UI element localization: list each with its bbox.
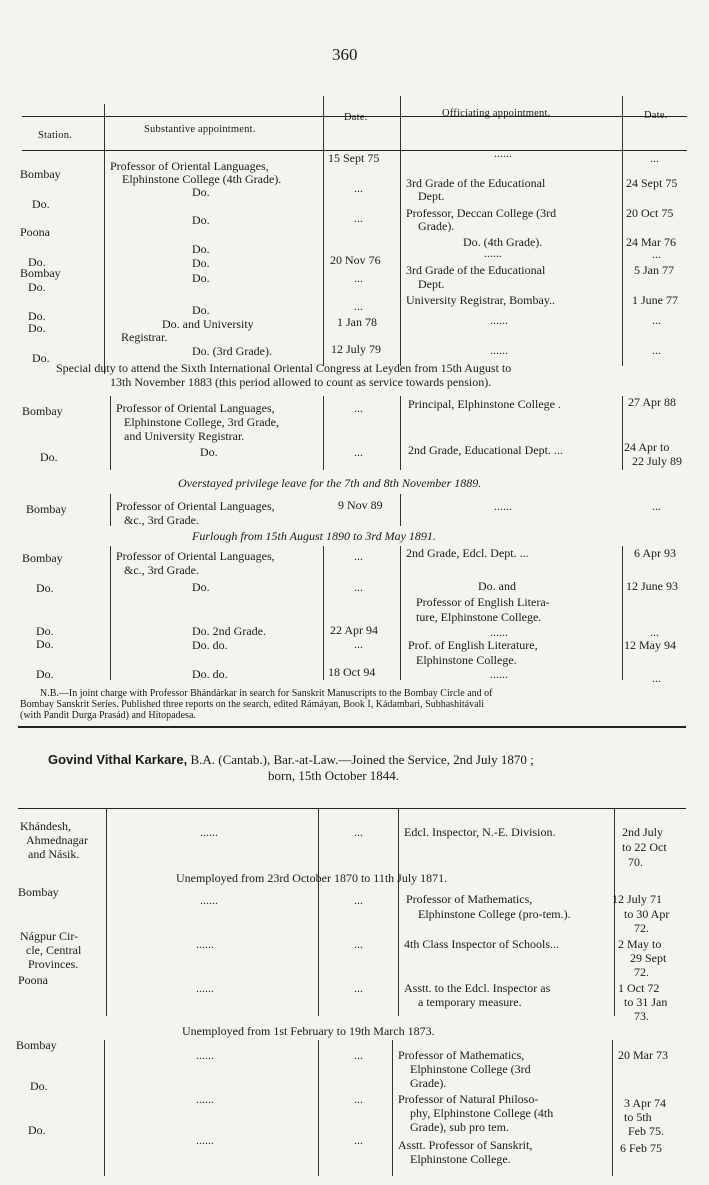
- date-cell: 9 Nov 89: [338, 498, 383, 512]
- station-cell: Bombay: [22, 551, 63, 565]
- officiating-cell: Principal, Elphinstone College .: [408, 397, 561, 411]
- col-divider: [400, 494, 401, 526]
- header-substantive: Substantive appointment.: [144, 124, 256, 135]
- date-cell: 12 July 79: [331, 342, 382, 356]
- substantive-cell: Do.: [200, 445, 218, 459]
- col-divider: [400, 546, 401, 680]
- table-top-rule: [18, 808, 686, 809]
- substantive-cell: Do.: [192, 271, 210, 285]
- officiating-cell: 4th Class Inspector of Schools...: [404, 937, 559, 951]
- unemployed-note: Unemployed from 23rd October 1870 to 11th July 1871.: [176, 871, 448, 885]
- officiating-cell: Asstt. Professor of Sanskrit,: [398, 1138, 533, 1152]
- substantive-cell: Registrar.: [121, 330, 168, 344]
- col-divider: [323, 396, 324, 470]
- date-cell: ...: [354, 271, 363, 285]
- station-cell: Nágpur Cir-: [20, 929, 79, 943]
- date-cell: 29 Sept: [630, 951, 667, 965]
- date-cell: ...: [354, 181, 363, 195]
- station-cell: Bombay: [18, 885, 59, 899]
- date-cell: 1 Oct 72: [618, 981, 660, 995]
- date-cell: ...: [354, 549, 363, 563]
- officiating-cell: 3rd Grade of the Educational: [406, 176, 546, 190]
- person-name: Govind Vithal Karkare,: [48, 752, 188, 767]
- date-cell: 24 Sept 75: [626, 176, 678, 190]
- col-divider: [622, 96, 623, 366]
- station-cell: Poona: [18, 973, 48, 987]
- date-cell: 6 Feb 75: [620, 1141, 662, 1155]
- station-cell: Bombay: [20, 266, 61, 280]
- station-cell: Do.: [28, 321, 46, 335]
- page-number: 360: [332, 45, 358, 64]
- col-divider: [104, 1040, 105, 1176]
- date-cell: 22 Apr 94: [330, 623, 378, 637]
- station-cell: Do.: [28, 1123, 46, 1137]
- station-cell: Poona: [20, 225, 50, 239]
- overstayed-note: Overstayed privilege leave for the 7th and 8th November 1889.: [178, 476, 482, 490]
- officiating-cell: Elphinstone College.: [416, 653, 517, 667]
- substantive-cell: Elphinstone College, 3rd Grade,: [124, 415, 279, 429]
- col-divider: [323, 546, 324, 680]
- date-cell: ...: [652, 247, 661, 261]
- date-cell: ...: [354, 211, 363, 225]
- date-cell: 20 Mar 73: [618, 1048, 668, 1062]
- substantive-cell: ......: [200, 825, 218, 839]
- substantive-cell: &c., 3rd Grade.: [124, 513, 199, 527]
- col-divider: [398, 808, 399, 900]
- date-cell: ...: [354, 981, 363, 995]
- officiating-cell: Do. (4th Grade).: [463, 235, 543, 249]
- col-divider: [110, 494, 111, 526]
- officiating-cell: ......: [490, 625, 508, 639]
- col-divider: [622, 546, 623, 680]
- substantive-cell: Do. do.: [192, 667, 228, 681]
- date-cell: 72.: [634, 965, 649, 979]
- station-cell: and Násik.: [28, 847, 80, 861]
- officiating-cell: Elphinstone College (3rd: [410, 1062, 531, 1076]
- officiating-cell: Dept.: [418, 189, 445, 203]
- date-cell: 20 Nov 76: [330, 253, 381, 267]
- date-cell: 24 Apr to: [624, 440, 670, 454]
- station-cell: Do.: [28, 255, 46, 269]
- station-cell: Do.: [36, 624, 54, 638]
- date-cell: ...: [354, 893, 363, 907]
- date-cell: to 30 Apr: [624, 907, 670, 921]
- officiating-cell: Prof. of English Literature,: [408, 638, 538, 652]
- date-cell: ...: [354, 445, 363, 459]
- date-cell: 18 Oct 94: [328, 665, 376, 679]
- date-cell: to 5th: [624, 1110, 652, 1124]
- substantive-cell: ......: [196, 1092, 214, 1106]
- col-divider: [318, 1040, 319, 1176]
- date-cell: 12 May 94: [624, 638, 676, 652]
- substantive-cell: Do. do.: [192, 638, 228, 652]
- station-cell: Ahmednagar: [26, 833, 88, 847]
- station-cell: Khándesh,: [20, 819, 71, 833]
- station-cell: Do.: [28, 309, 46, 323]
- col-divider: [318, 888, 319, 1016]
- officiating-cell: Elphinstone College.: [410, 1152, 511, 1166]
- col-divider: [110, 546, 111, 680]
- date-cell: 70.: [628, 855, 643, 869]
- station-cell: Do.: [40, 450, 58, 464]
- date-cell: 5 Jan 77: [634, 263, 674, 277]
- substantive-cell: Do.: [192, 303, 210, 317]
- substantive-cell: Do.: [192, 213, 210, 227]
- substantive-cell: Professor of Oriental Languages,: [110, 159, 269, 173]
- date-cell: ...: [354, 637, 363, 651]
- col-divider: [612, 1040, 613, 1176]
- substantive-cell: Do. 2nd Grade.: [192, 624, 266, 638]
- header-station: Station.: [38, 130, 72, 141]
- station-cell: Do.: [28, 280, 46, 294]
- station-cell: Do.: [32, 197, 50, 211]
- date-cell: 1 June 77: [632, 293, 678, 307]
- officiating-cell: Professor of Mathematics,: [406, 892, 533, 906]
- substantive-cell: Do.: [192, 242, 210, 256]
- section-divider: [18, 726, 686, 728]
- officiating-cell: Professor of English Litera-: [416, 595, 550, 609]
- date-cell: ...: [652, 671, 661, 685]
- nb-note: N.B.—In joint charge with Professor Bhándárkar in search for Sanskrit Manuscripts to the Bombay Circle and of: [40, 688, 493, 699]
- date-cell: 22 July 89: [632, 454, 683, 468]
- date-cell: 73.: [634, 1009, 649, 1023]
- officiating-cell: ......: [494, 146, 512, 160]
- date-cell: ...: [354, 1133, 363, 1147]
- substantive-cell: ......: [196, 1133, 214, 1147]
- date-cell: ...: [354, 825, 363, 839]
- substantive-cell: Do.: [192, 185, 210, 199]
- col-divider: [400, 96, 401, 366]
- officiating-cell: Elphinstone College (pro-tem.).: [418, 907, 571, 921]
- col-divider: [398, 888, 399, 1016]
- date-cell: Feb 75.: [628, 1124, 664, 1138]
- station-cell: Do.: [32, 351, 50, 365]
- date-cell: 2 May to: [618, 937, 662, 951]
- date-cell: to 31 Jan: [624, 995, 668, 1009]
- substantive-cell: Elphinstone College (4th Grade).: [122, 172, 282, 186]
- nb-note: Bombay Sanskrit Series. Published three reports on the search, edited Rámáyan, Book I, Kádambari, Subhashitávali: [20, 699, 485, 710]
- substantive-cell: ......: [196, 1048, 214, 1062]
- col-divider: [323, 96, 324, 366]
- station-cell: Do.: [36, 581, 54, 595]
- date-cell: ...: [354, 401, 363, 415]
- officiating-cell: 2nd Grade, Edcl. Dept. ...: [406, 546, 529, 560]
- date-cell: ...: [354, 1092, 363, 1106]
- col-divider: [318, 808, 319, 900]
- substantive-cell: &c., 3rd Grade.: [124, 563, 199, 577]
- substantive-cell: Do. (3rd Grade).: [192, 344, 272, 358]
- officiating-cell: ......: [484, 246, 502, 260]
- station-cell: Bombay: [20, 167, 61, 181]
- date-cell: ...: [354, 299, 363, 313]
- officiating-cell: phy, Elphinstone College (4th: [410, 1106, 554, 1120]
- officiating-cell: ......: [490, 343, 508, 357]
- date-cell: ...: [650, 151, 659, 165]
- col-divider: [614, 888, 615, 1016]
- substantive-cell: Do.: [192, 580, 210, 594]
- col-divider: [614, 808, 615, 900]
- officiating-cell: Do. and: [478, 579, 516, 593]
- date-cell: 20 Oct 75: [626, 206, 674, 220]
- substantive-cell: and University Registrar.: [124, 429, 245, 443]
- col-divider: [622, 396, 623, 470]
- substantive-cell: ......: [196, 981, 214, 995]
- col-divider: [110, 396, 111, 470]
- officiating-cell: Grade).: [418, 219, 455, 233]
- furlough-note: Furlough from 15th August 1890 to 3rd May 1891.: [192, 529, 436, 543]
- date-cell: 24 Mar 76: [626, 235, 676, 249]
- officiating-cell: ture, Elphinstone College.: [416, 610, 542, 624]
- station-cell: Bombay: [22, 404, 63, 418]
- station-cell: Bombay: [16, 1038, 57, 1052]
- header-date-1: Date.: [344, 112, 368, 123]
- unemployed-note: Unemployed from 1st February to 19th March 1873.: [182, 1024, 435, 1038]
- officiating-cell: Professor of Natural Philoso-: [398, 1092, 539, 1106]
- station-cell: Do.: [30, 1079, 48, 1093]
- date-cell: ...: [354, 1048, 363, 1062]
- officiating-cell: ......: [490, 667, 508, 681]
- header-officiating: Officiating appointment.: [442, 108, 551, 119]
- officiating-cell: Grade).: [410, 1076, 447, 1090]
- date-cell: ...: [652, 343, 661, 357]
- substantive-cell: Do. and University: [162, 317, 254, 331]
- header-date-2: Date.: [644, 110, 668, 121]
- officiating-cell: Edcl. Inspector, N.-E. Division.: [404, 825, 556, 839]
- substantive-cell: ......: [196, 937, 214, 951]
- officiating-cell: Dept.: [418, 277, 445, 291]
- officiating-cell: Asstt. to the Edcl. Inspector as: [404, 981, 551, 995]
- substantive-cell: ......: [200, 893, 218, 907]
- date-cell: 6 Apr 93: [634, 546, 676, 560]
- date-cell: 12 July 71: [612, 892, 663, 906]
- officiating-cell: 2nd Grade, Educational Dept. ...: [408, 443, 563, 457]
- date-cell: ...: [652, 499, 661, 513]
- date-cell: 15 Sept 75: [328, 151, 380, 165]
- col-divider: [400, 396, 401, 470]
- date-cell: 3 Apr 74: [624, 1096, 666, 1110]
- col-divider: [104, 104, 105, 374]
- date-cell: ...: [650, 625, 659, 639]
- officiating-cell: Professor, Deccan College (3rd: [406, 206, 557, 220]
- date-cell: 2nd July: [622, 825, 664, 839]
- officiating-cell: University Registrar, Bombay..: [406, 293, 556, 307]
- special-duty-note: Special duty to attend the Sixth International Oriental Congress at Leyden from 15th August to: [56, 361, 512, 375]
- substantive-cell: Professor of Oriental Languages,: [116, 549, 275, 563]
- date-cell: 72.: [634, 921, 649, 935]
- col-divider: [392, 1040, 393, 1176]
- officiating-cell: a temporary measure.: [418, 995, 522, 1009]
- officiating-cell: 3rd Grade of the Educational: [406, 263, 546, 277]
- date-cell: 1 Jan 78: [337, 315, 377, 329]
- station-cell: Do.: [36, 667, 54, 681]
- officiating-cell: ......: [490, 313, 508, 327]
- substantive-cell: Professor of Oriental Languages,: [116, 401, 275, 415]
- date-cell: ...: [652, 313, 661, 327]
- col-divider: [106, 808, 107, 900]
- col-divider: [106, 888, 107, 1016]
- station-cell: Bombay: [26, 502, 67, 516]
- person-heading: [48, 752, 534, 768]
- station-cell: cle, Central: [26, 943, 82, 957]
- person-born: born, 15th October 1844.: [268, 768, 400, 783]
- substantive-cell: Do.: [192, 256, 210, 270]
- officiating-cell: Professor of Mathematics,: [398, 1048, 525, 1062]
- date-cell: ...: [354, 580, 363, 594]
- substantive-cell: Professor of Oriental Languages,: [116, 499, 275, 513]
- station-cell: Provinces.: [28, 957, 79, 971]
- date-cell: 27 Apr 88: [628, 395, 676, 409]
- officiating-cell: ......: [494, 499, 512, 513]
- nb-note: (with Pandit Durga Prasád) and Hitopadesa.: [20, 710, 196, 721]
- station-cell: Do.: [36, 637, 54, 651]
- officiating-cell: Grade), sub pro tem.: [410, 1120, 509, 1134]
- date-cell: ...: [354, 937, 363, 951]
- person-details: B.A. (Cantab.), Bar.-at-Law.—Joined the Service, 2nd July 1870 ;: [187, 752, 534, 767]
- special-duty-note: 13th November 1883 (this period allowed to count as service towards pension).: [110, 375, 492, 389]
- date-cell: 12 June 93: [626, 579, 678, 593]
- date-cell: to 22 Oct: [622, 840, 667, 854]
